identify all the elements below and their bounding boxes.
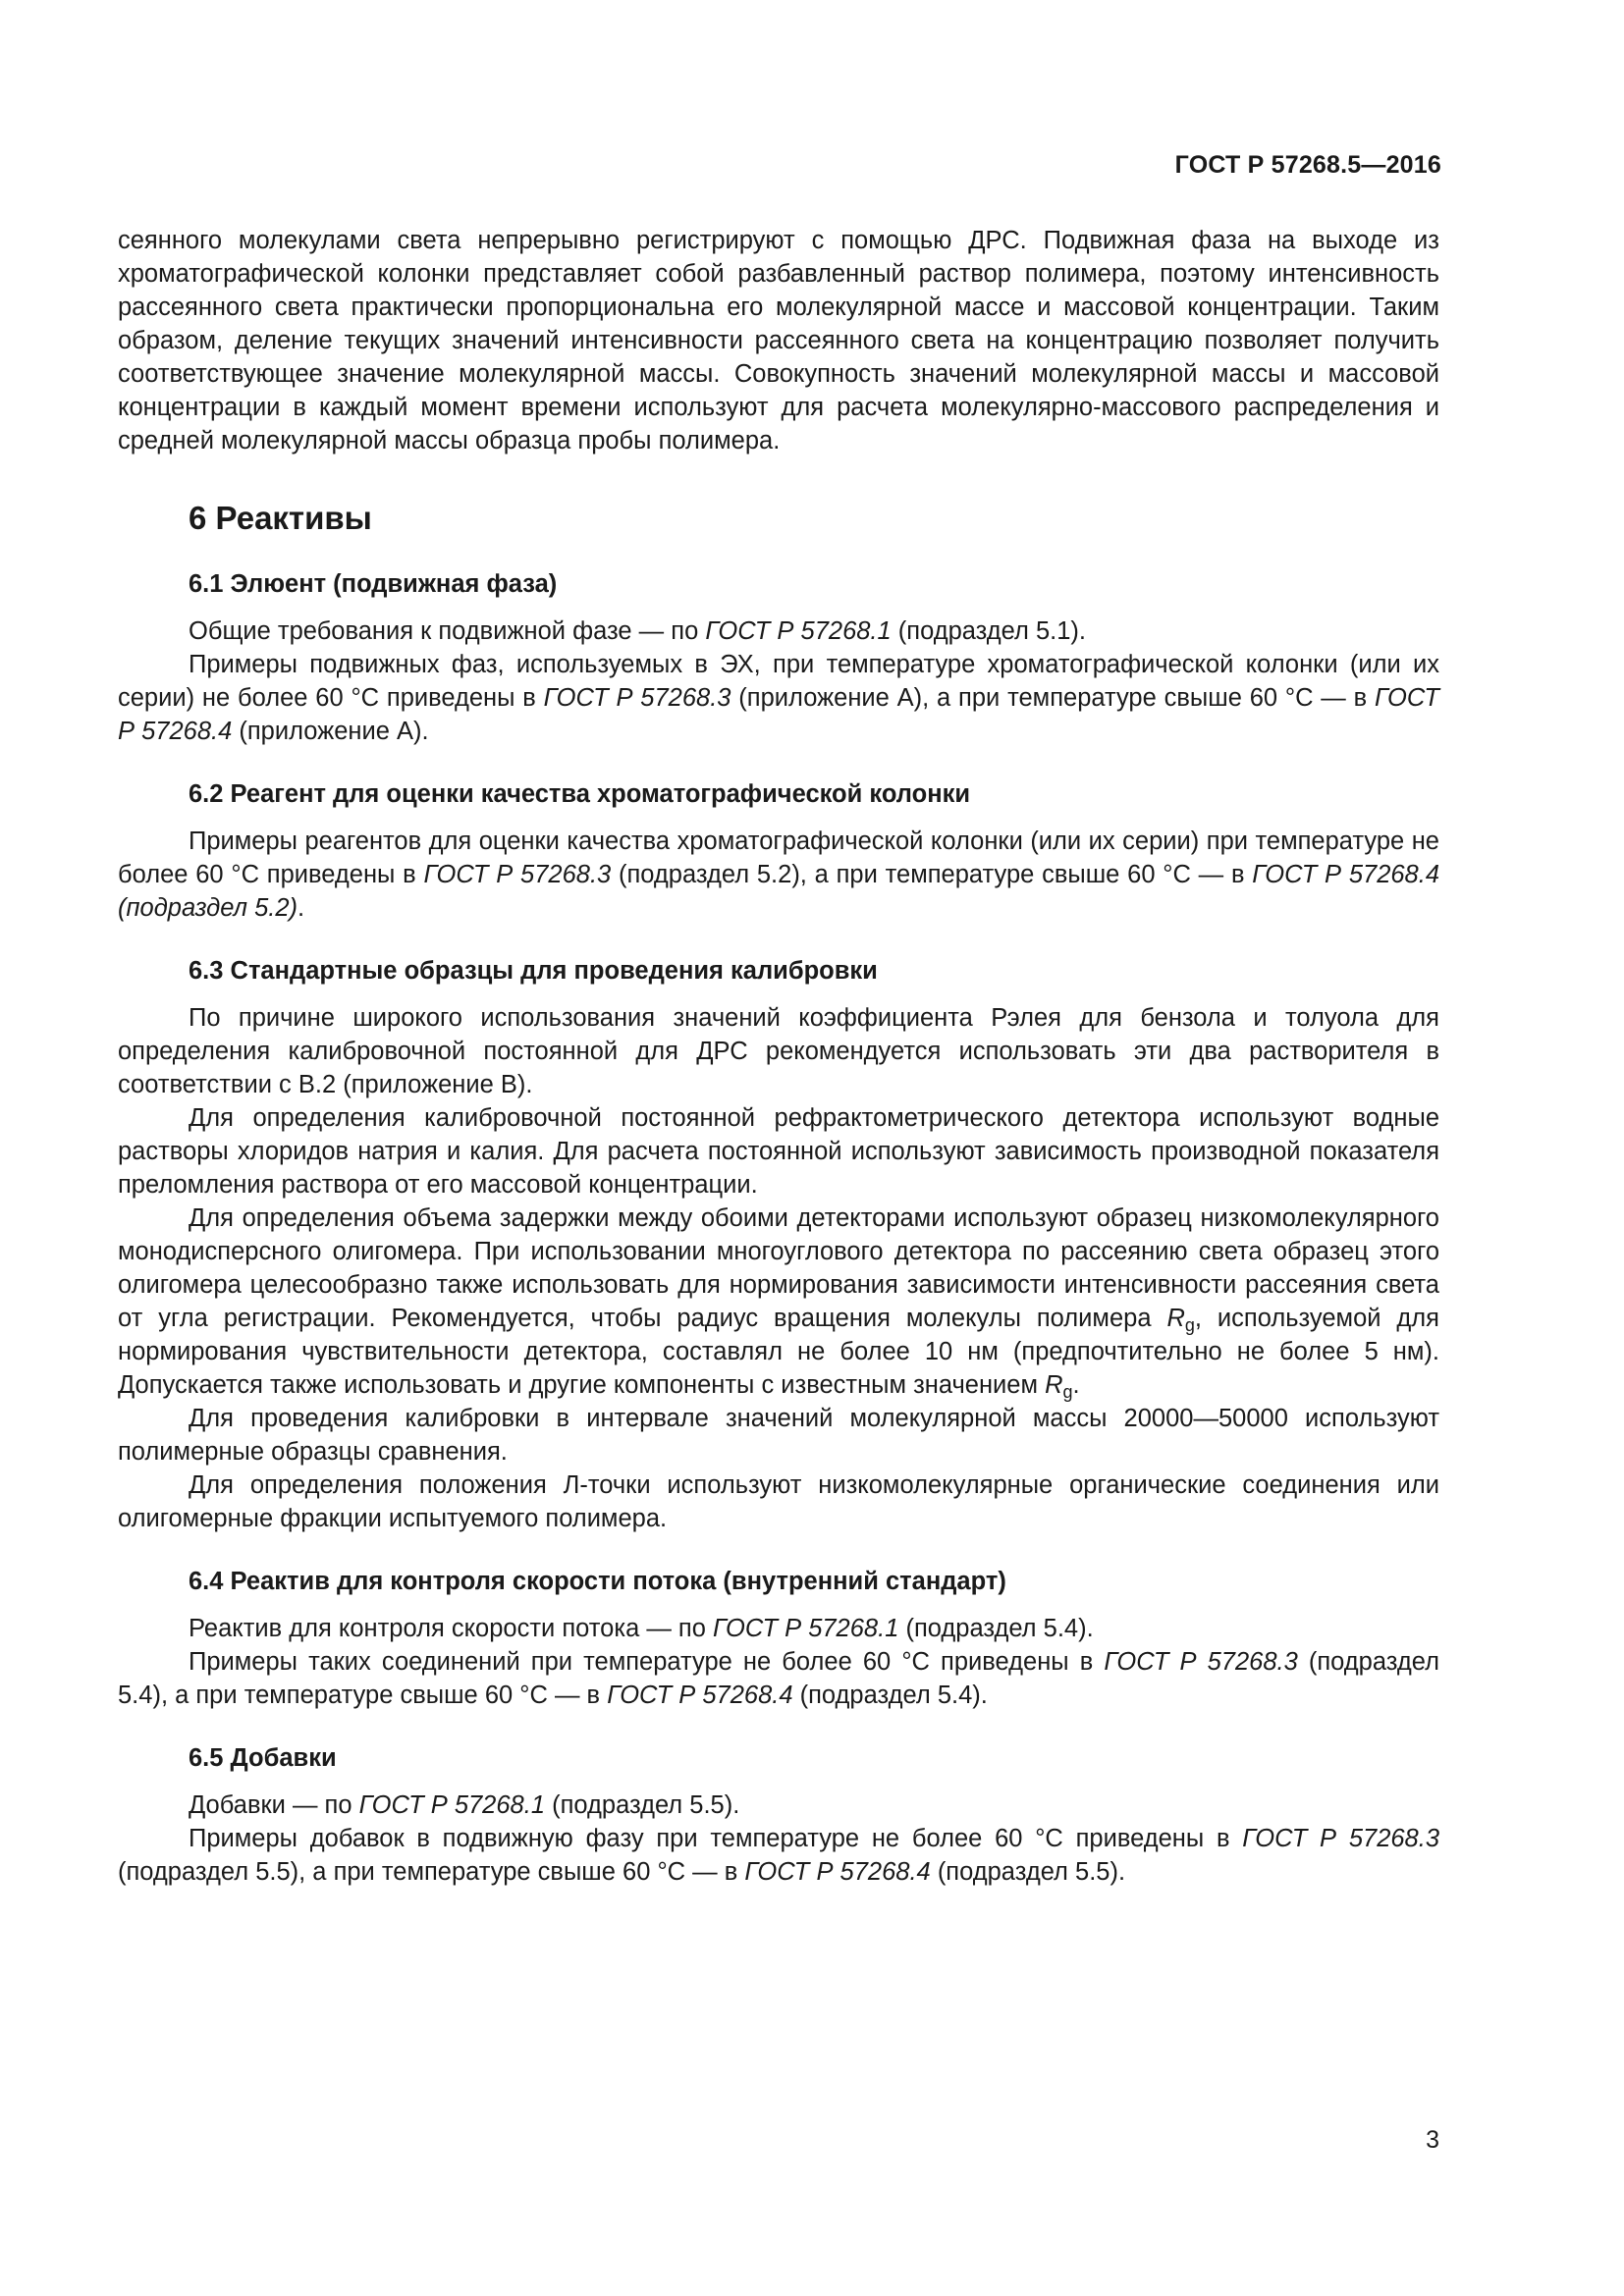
paragraph-6-4-2: [118, 1645, 1439, 1712]
text-span: (подраздел 5.5), а при температуре свыше 60 °С — в: [118, 1858, 745, 1886]
paragraph-6-1-1: [118, 614, 1439, 648]
page-number: 3: [1426, 2126, 1439, 2154]
text-span: (подраздел 5.4), а при температуре свыше 60 °С — в: [118, 1648, 1439, 1709]
text-span: .: [1072, 1371, 1080, 1399]
section-title: 6 Реактивы: [189, 500, 372, 536]
paragraph-6-1-2: [118, 648, 1439, 748]
intro-paragraph: сеянного молекулами света непрерывно регистрируют с помощью ДРС. Подвижная фаза на выходе из хроматографической колонки представляет собой разбавленный раствор полимера, поэтому интенсивность рассеянного света практически пропорциональна его молекулярной массе и массовой концентрации. Таким образом, деление текущих значений интенсивности рассеянного света на концентрацию позволяет получить соответствующее значение молекулярной массы. Совокупность значений молекулярной массы и массовой концентрации в каждый момент времени используют для расчета молекулярно-массового распределения и средней молекулярной массы образца пробы полимера.: [118, 227, 1439, 454]
subsection-title-6-3: 6.3 Стандартные образцы для проведения калибровки: [189, 957, 878, 985]
text-span: .: [298, 894, 305, 922]
radius-symbol: R: [1045, 1371, 1063, 1399]
paragraph-6-5-2: [118, 1822, 1439, 1889]
paragraph-6-3-5: Для определения положения Л-точки используют низкомолекулярные органические соединения или олигомерные фракции испытуемого полимера.: [118, 1471, 1439, 1532]
text-span: (приложение А).: [232, 718, 429, 745]
paragraph-6-4-1: [118, 1612, 1439, 1645]
paragraph-6-3-4: Для проведения калибровки в интервале значений молекулярной массы 20000—50000 используют полимерные образцы сравнения.: [118, 1405, 1439, 1466]
paragraph-6-5-1: [118, 1789, 1439, 1822]
text-span: Добавки — по: [189, 1791, 359, 1819]
text-span: (подраздел 5.5).: [930, 1858, 1126, 1886]
standard-reference: ГОСТ Р 57268.4: [118, 684, 1439, 745]
text-span: Примеры таких соединений при температуре не более 60 °С приведены в: [189, 1648, 1105, 1676]
standard-reference: ГОСТ Р 57268.3: [1104, 1648, 1298, 1676]
text-span: Примеры добавок в подвижную фазу при температуре не более 60 °С приведены в: [189, 1825, 1243, 1852]
text-span: Реактив для контроля скорости потока — по: [189, 1615, 714, 1642]
paragraph-6-2-1: [118, 825, 1439, 925]
text-span: (подраздел 5.4).: [898, 1615, 1094, 1642]
text-span: Примеры реагентов для оценки качества хроматографической колонки (или их серии) при температуре не более 60 °С приведены в: [118, 828, 1439, 888]
standard-reference: ГОСТ Р 57268.4: [607, 1682, 793, 1709]
text-span: (подраздел 5.5).: [545, 1791, 740, 1819]
subsection-title-6-2: 6.2 Реагент для оценки качества хроматографической колонки: [189, 780, 971, 808]
standard-code-header: ГОСТ Р 57268.5—2016: [1174, 151, 1441, 179]
text-span: (приложение А), а при температуре свыше 60 °С — в: [731, 684, 1375, 712]
standard-reference: ГОСТ Р 57268.1: [713, 1615, 899, 1642]
subsection-title-6-1: 6.1 Элюент (подвижная фаза): [189, 570, 558, 598]
text-span: Примеры подвижных фаз, используемых в ЭХ, при температуре хроматографической колонки (или их серии) не более 60 °С приведены в: [118, 651, 1439, 712]
standard-reference: ГОСТ Р 57268.4 (подраздел 5.2): [118, 861, 1440, 922]
radius-subscript: g: [1184, 1315, 1195, 1335]
text-span: Общие требования к подвижной фазе — по: [189, 617, 706, 645]
standard-reference: ГОСТ Р 57268.3: [1242, 1825, 1440, 1852]
standard-reference: ГОСТ Р 57268.3: [423, 861, 612, 888]
paragraph-6-3-1: По причине широкого использования значений коэффициента Рэлея для бензола и толуола для определения калибровочной постоянной для ДРС рекомендуется использовать эти два растворителя в соответствии с В.2 (приложение В).: [118, 1004, 1439, 1098]
radius-subscript: g: [1062, 1382, 1073, 1402]
text-span: (подраздел 5.2), а при температуре свыше 60 °С — в: [611, 861, 1253, 888]
text-span: , используемой для нормирования чувствительности детектора, составлял не более 10 нм (предпочтительно не более 5 нм). Допускается также использовать и другие компоненты с известным значением: [118, 1305, 1439, 1399]
paragraph-6-3-3: [118, 1201, 1439, 1402]
standard-reference: ГОСТ Р 57268.1: [358, 1791, 545, 1819]
document-body: [118, 224, 1439, 1889]
standard-reference: ГОСТ Р 57268.4: [744, 1858, 931, 1886]
standard-reference: ГОСТ Р 57268.1: [705, 617, 892, 645]
radius-symbol: R: [1166, 1305, 1185, 1332]
subsection-title-6-5: 6.5 Добавки: [189, 1744, 337, 1772]
subsection-title-6-4: 6.4 Реактив для контроля скорости потока (внутренний стандарт): [189, 1568, 1006, 1595]
text-span: (подраздел 5.1).: [891, 617, 1087, 645]
text-span: (подраздел 5.4).: [792, 1682, 988, 1709]
standard-reference: ГОСТ Р 57268.3: [543, 684, 731, 712]
paragraph-6-3-2: Для определения калибровочной постоянной рефрактометрического детектора используют водные растворы хлоридов натрия и калия. Для расчета постоянной используют зависимость производной показателя преломления раствора от его массовой концентрации.: [118, 1104, 1439, 1199]
text-span: Для определения объема задержки между обоими детекторами используют образец низкомолекулярного монодисперсного олигомера. При использовании многоуглового детектора по рассеянию света образец этого олигомера целесообразно также использовать для нормирования зависимости интенсивности рассеяния света от угла регистрации. Рекомендуется, чтобы радиус вращения молекулы полимера: [118, 1204, 1439, 1332]
